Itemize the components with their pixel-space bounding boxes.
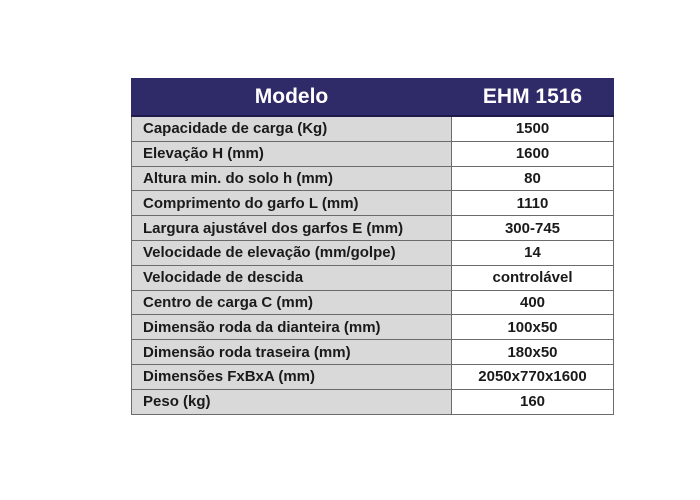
row-label: Comprimento do garfo L (mm): [132, 191, 452, 216]
header-row: [132, 79, 614, 117]
row-label: Dimensão roda traseira (mm): [132, 340, 452, 365]
row-label: Velocidade de elevação (mm/golpe): [132, 240, 452, 265]
row-value: 80: [452, 166, 614, 191]
table-row: [132, 389, 614, 414]
spec-table: [131, 78, 614, 415]
row-value: controlável: [452, 265, 614, 290]
row-label: Elevação H (mm): [132, 141, 452, 166]
header-model-label: Modelo: [132, 79, 452, 117]
table-row: [132, 141, 614, 166]
row-label: Centro de carga C (mm): [132, 290, 452, 315]
table-row: [132, 340, 614, 365]
row-value: 1600: [452, 141, 614, 166]
table-row: [132, 240, 614, 265]
row-value: 160: [452, 389, 614, 414]
table-row: [132, 265, 614, 290]
row-value: 400: [452, 290, 614, 315]
spec-table-header: [132, 79, 614, 117]
row-label: Largura ajustável dos garfos E (mm): [132, 216, 452, 241]
table-row: [132, 191, 614, 216]
row-label: Velocidade de descida: [132, 265, 452, 290]
row-label: Dimensões FxBxA (mm): [132, 364, 452, 389]
row-value: 300-745: [452, 216, 614, 241]
table-row: [132, 216, 614, 241]
row-value: 1110: [452, 191, 614, 216]
row-label: Dimensão roda da dianteira (mm): [132, 315, 452, 340]
table-row: [132, 290, 614, 315]
header-model-value: EHM 1516: [452, 79, 614, 117]
row-label: Altura min. do solo h (mm): [132, 166, 452, 191]
row-label: Capacidade de carga (Kg): [132, 116, 452, 141]
table-row: [132, 166, 614, 191]
spec-table-body: [132, 116, 614, 414]
row-value: 1500: [452, 116, 614, 141]
row-value: 2050x770x1600: [452, 364, 614, 389]
table-row: [132, 116, 614, 141]
row-value: 100x50: [452, 315, 614, 340]
row-label: Peso (kg): [132, 389, 452, 414]
table-row: [132, 364, 614, 389]
table-row: [132, 315, 614, 340]
row-value: 14: [452, 240, 614, 265]
row-value: 180x50: [452, 340, 614, 365]
